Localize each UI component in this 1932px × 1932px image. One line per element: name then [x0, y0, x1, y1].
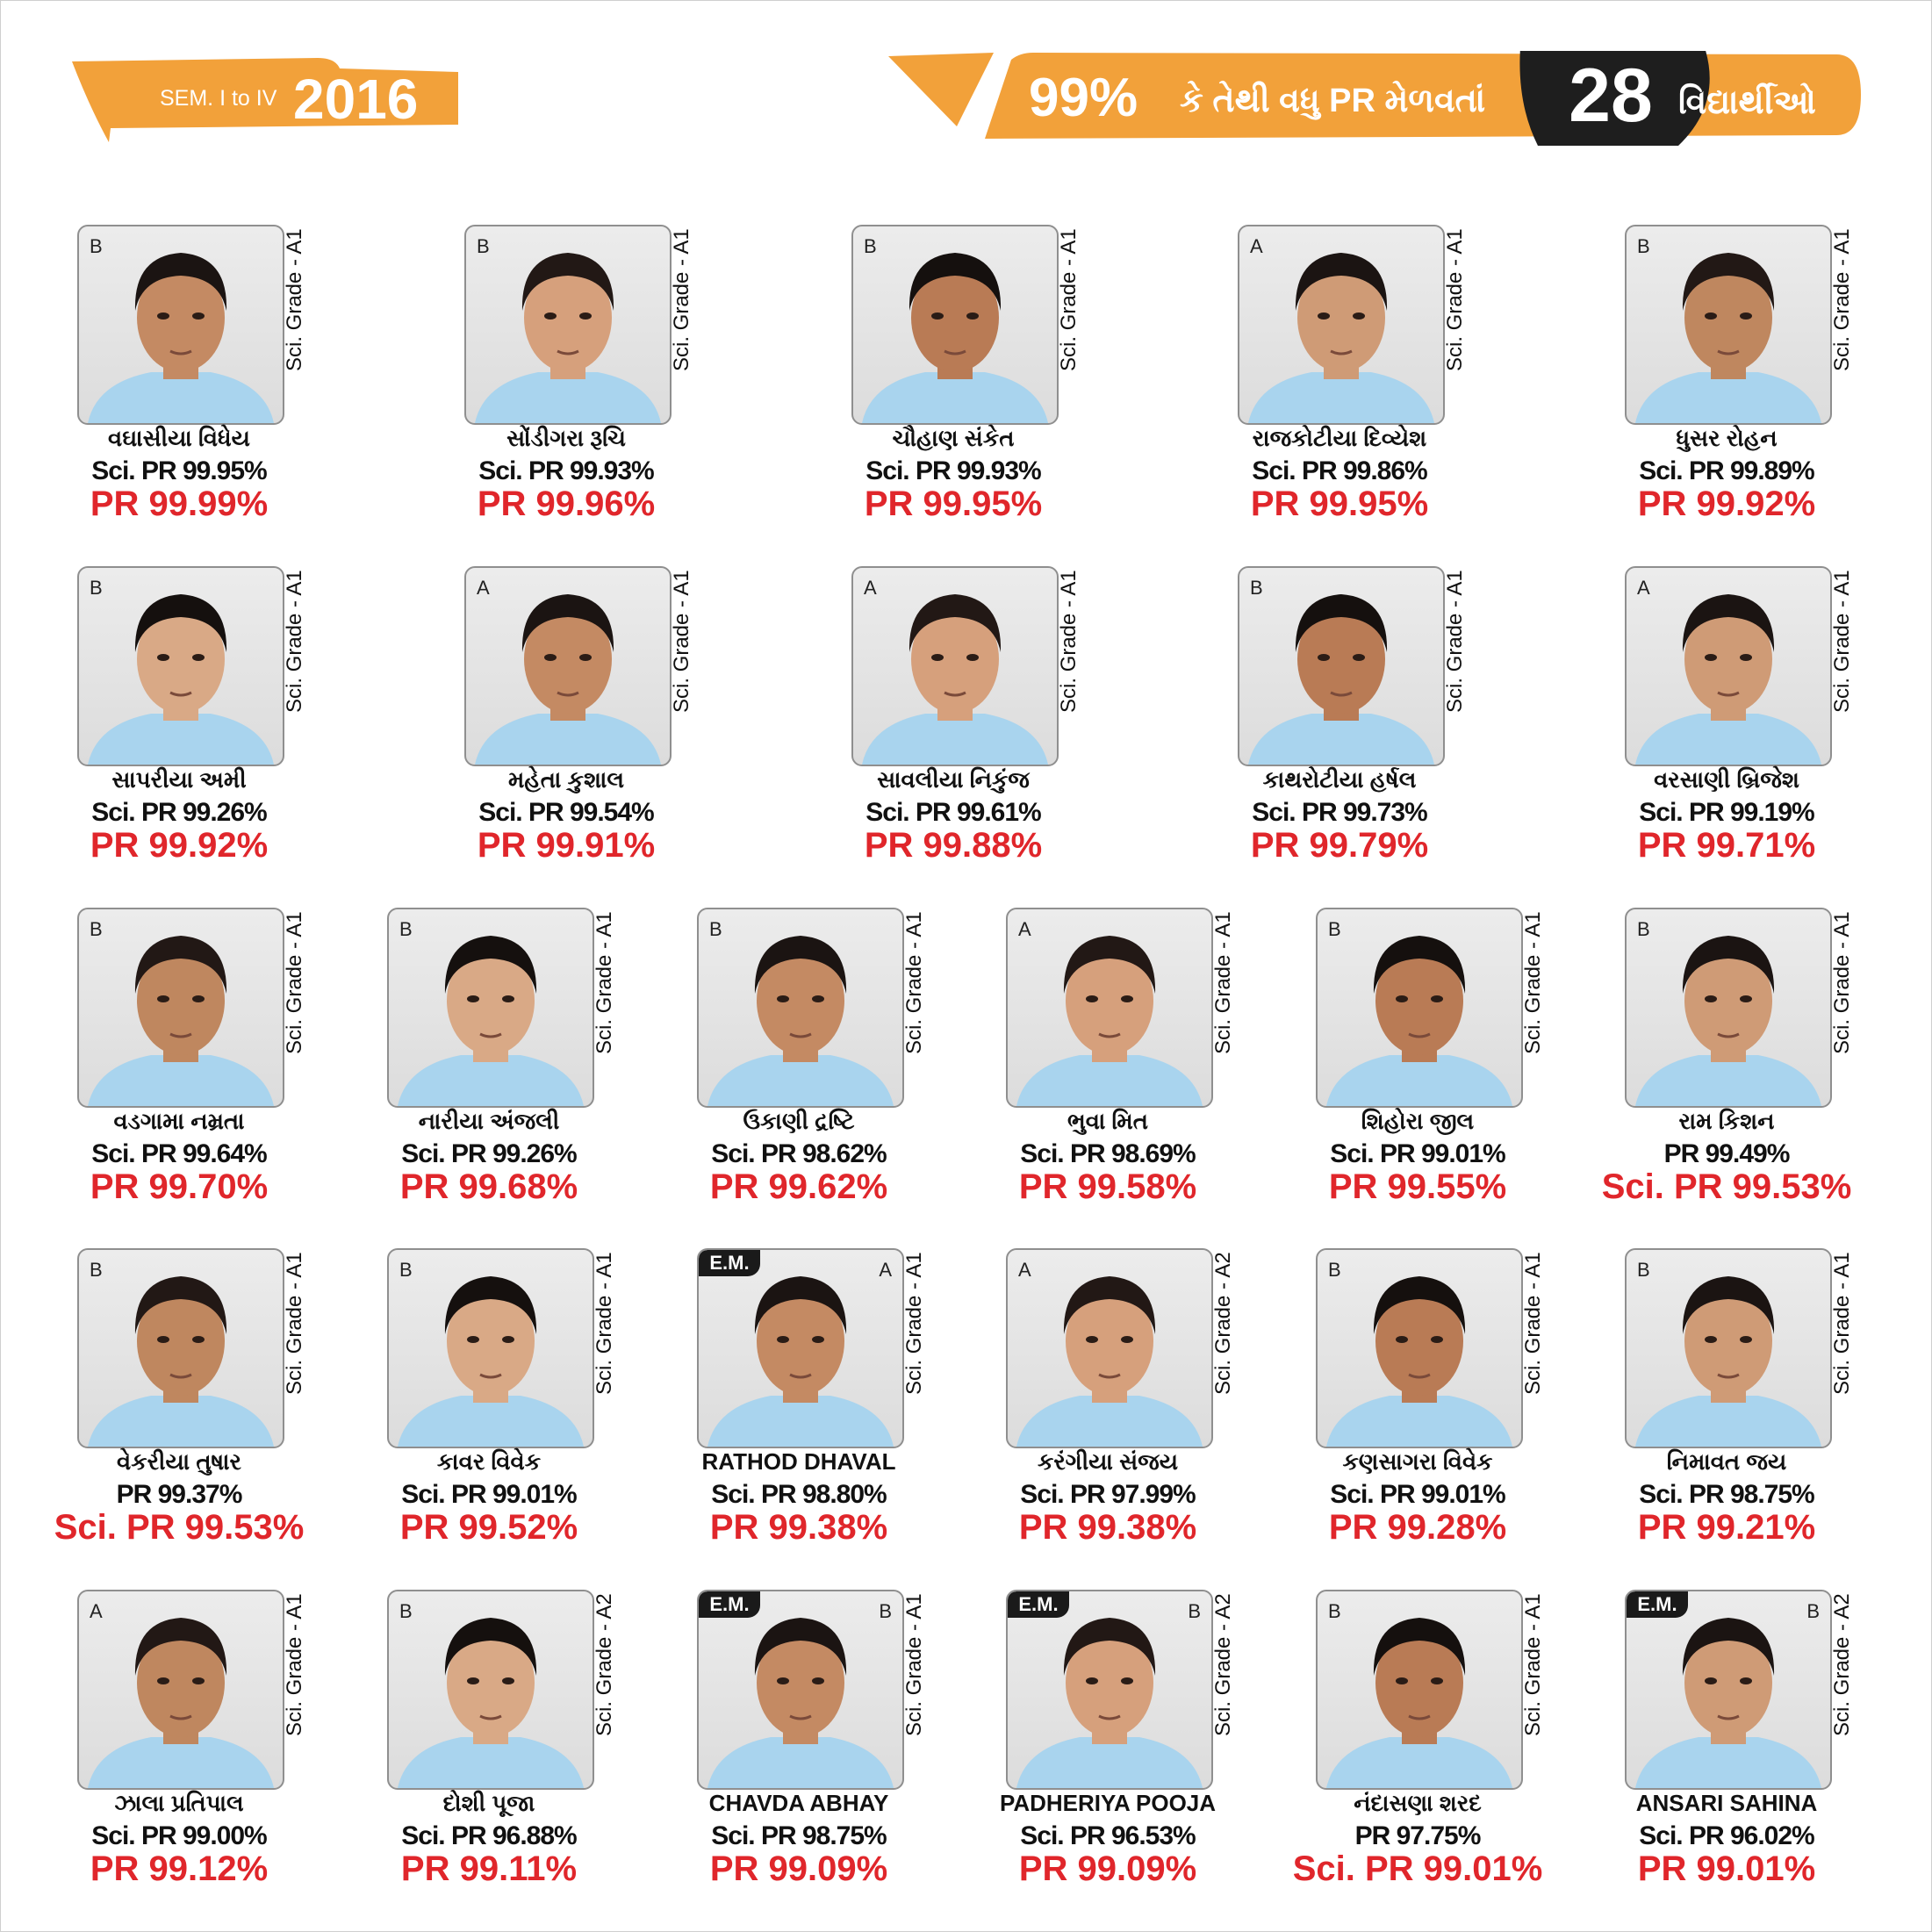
student-name: ANSARI SAHINA	[1635, 1790, 1818, 1816]
student-name: નારીયા અંજલી	[418, 1108, 560, 1134]
student-photo	[1625, 1590, 1832, 1790]
science-grade-label: Sci. Grade - A1	[902, 911, 926, 1054]
student-portrait	[79, 1250, 283, 1447]
overall-pr: Sci. PR 99.53%	[54, 1508, 305, 1547]
student-name: રામ કિશન	[1678, 1108, 1775, 1134]
science-pr: Sci. PR 98.75%	[711, 1821, 887, 1850]
student-photo	[77, 1248, 284, 1448]
student-portrait	[389, 909, 593, 1106]
overall-pr: PR 99.95%	[864, 485, 1043, 523]
student-photo	[1006, 1248, 1213, 1448]
overall-pr: PR 99.96%	[477, 485, 656, 523]
student-photo	[1238, 566, 1445, 766]
science-grade-label: Sci. Grade - A1	[1057, 228, 1081, 371]
student-card	[1621, 225, 1885, 541]
student-card	[693, 1590, 957, 1906]
student-name: કણસાગરા વિવેક	[1342, 1448, 1493, 1475]
science-grade-label: Sci. Grade - A2	[1830, 1593, 1854, 1736]
student-portrait	[79, 226, 283, 423]
section-letter: B	[1806, 1600, 1820, 1622]
student-photo	[1006, 908, 1213, 1108]
science-pr: Sci. PR 99.64%	[91, 1139, 267, 1168]
student-card	[1621, 566, 1885, 882]
student-card	[1292, 1590, 1576, 1906]
science-pr: Sci. PR 99.89%	[1639, 456, 1814, 485]
student-name: મહેતા કુશાલ	[507, 766, 625, 793]
student-card	[693, 1248, 957, 1564]
student-portrait	[1627, 226, 1830, 423]
student-card	[74, 225, 337, 541]
student-portrait	[699, 909, 902, 1106]
student-card	[1002, 908, 1266, 1224]
student-name: સાપરીયા અમી	[111, 766, 247, 793]
section-letter: A	[90, 1600, 103, 1622]
overall-pr: PR 99.52%	[399, 1508, 578, 1547]
science-pr: Sci. PR 99.95%	[91, 456, 267, 485]
student-photo	[77, 1590, 284, 1790]
student-portrait	[699, 1591, 902, 1788]
science-pr: Sci. PR 96.53%	[1020, 1821, 1196, 1850]
student-portrait	[1627, 1250, 1830, 1447]
science-pr: Sci. PR 96.88%	[401, 1821, 577, 1850]
student-name: વેકરીયા તુષાર	[117, 1448, 241, 1475]
student-name: નંદાસણા શરદ	[1354, 1790, 1482, 1816]
student-card	[384, 908, 647, 1224]
student-card	[461, 566, 724, 882]
student-portrait	[1627, 568, 1830, 765]
student-portrait	[79, 1591, 283, 1788]
student-card	[848, 225, 1111, 541]
science-grade-label: Sci. Grade - A1	[1830, 1252, 1854, 1395]
section-letter: A	[879, 1259, 892, 1281]
student-photo	[697, 908, 904, 1108]
student-portrait	[1008, 1591, 1211, 1788]
student-portrait	[1239, 568, 1443, 765]
student-photo	[1006, 1590, 1213, 1790]
student-name: સોંડીગરા રૂચિ	[506, 425, 626, 451]
overall-pr: PR 99.91%	[477, 826, 656, 865]
student-card	[461, 225, 724, 541]
science-grade-label: Sci. Grade - A1	[283, 1593, 306, 1736]
student-name: ઉકાણી દ્રષ્ટિ	[743, 1108, 855, 1134]
student-photo	[1238, 225, 1445, 425]
section-letter: B	[90, 918, 103, 940]
student-photo	[1316, 1248, 1523, 1448]
overall-pr: PR 99.99%	[90, 485, 269, 523]
student-portrait	[1008, 1250, 1211, 1447]
section-letter: B	[90, 1259, 103, 1281]
student-card	[1234, 566, 1497, 882]
banner-percent: 99%	[1029, 68, 1138, 128]
section-letter: B	[477, 235, 490, 257]
student-card	[999, 1590, 1266, 1906]
student-name: ધુસર રોહન	[1676, 425, 1778, 451]
section-letter: B	[1328, 1600, 1341, 1622]
section-letter: B	[90, 235, 103, 257]
student-photo	[851, 225, 1059, 425]
student-card	[1002, 1248, 1266, 1564]
student-portrait	[1239, 226, 1443, 423]
science-pr: Sci. PR 98.75%	[1639, 1480, 1814, 1509]
english-medium-badge: E.M.	[1627, 1591, 1688, 1618]
science-pr: Sci. PR 99.19%	[1639, 798, 1814, 827]
section-letter: B	[1250, 577, 1263, 599]
science-pr: Sci. PR 99.86%	[1252, 456, 1427, 485]
science-grade-label: Sci. Grade - A1	[283, 570, 306, 713]
student-card	[848, 566, 1111, 882]
science-grade-label: Sci. Grade - A1	[1830, 228, 1854, 371]
science-grade-label: Sci. Grade - A1	[283, 1252, 306, 1395]
student-portrait	[1318, 1591, 1521, 1788]
student-photo	[77, 908, 284, 1108]
science-grade-label: Sci. Grade - A1	[1521, 1252, 1545, 1395]
overall-pr: PR 99.92%	[90, 826, 269, 865]
overall-pr: PR 99.12%	[90, 1849, 269, 1888]
student-name: કાથરોટીયા હર્ષલ	[1262, 766, 1417, 793]
student-name: વઘાસીયા વિધેય	[108, 425, 250, 451]
english-medium-badge: E.M.	[699, 1591, 760, 1618]
science-grade-label: Sci. Grade - A1	[1443, 570, 1467, 713]
student-card	[1621, 1590, 1885, 1906]
student-photo	[1625, 225, 1832, 425]
overall-pr: PR 99.68%	[399, 1167, 578, 1206]
overall-pr: PR 99.88%	[864, 826, 1043, 865]
science-grade-label: Sci. Grade - A1	[1830, 911, 1854, 1054]
student-photo	[1316, 1590, 1523, 1790]
student-portrait	[466, 568, 670, 765]
overall-pr: Sci. PR 99.01%	[1292, 1849, 1543, 1888]
overall-pr: PR 99.38%	[709, 1508, 888, 1547]
semester-label: SEM. I to IV	[160, 86, 277, 111]
science-grade-label: Sci. Grade - A1	[593, 911, 616, 1054]
section-letter: B	[709, 918, 722, 940]
science-grade-label: Sci. Grade - A1	[1443, 228, 1467, 371]
section-letter: A	[477, 577, 490, 599]
section-letter: A	[1018, 918, 1031, 940]
student-photo	[697, 1248, 904, 1448]
student-card	[1312, 1248, 1576, 1564]
section-letter: B	[399, 1259, 413, 1281]
student-portrait	[1627, 1591, 1830, 1788]
student-photo	[851, 566, 1059, 766]
student-photo	[1625, 1248, 1832, 1448]
overall-pr: PR 99.55%	[1328, 1167, 1507, 1206]
student-card	[1234, 225, 1497, 541]
overall-pr: PR 99.38%	[1018, 1508, 1197, 1547]
overall-pr: PR 99.09%	[1018, 1849, 1197, 1888]
science-pr: Sci. PR 99.61%	[865, 798, 1041, 827]
student-name: વડગામા નમ્રતા	[113, 1108, 245, 1134]
student-name: RATHOD DHAVAL	[701, 1448, 896, 1475]
science-grade-label: Sci. Grade - A1	[1521, 911, 1545, 1054]
student-card	[384, 1248, 647, 1564]
science-pr: Sci. PR 99.54%	[478, 798, 654, 827]
student-name: નિમાવત જય	[1666, 1448, 1787, 1475]
science-grade-label: Sci. Grade - A1	[1521, 1593, 1545, 1736]
science-grade-label: Sci. Grade - A1	[283, 228, 306, 371]
student-portrait	[1318, 1250, 1521, 1447]
student-name: સાવલીયા નિકુંજ	[877, 766, 1030, 793]
science-pr: Sci. PR 99.01%	[1330, 1139, 1505, 1168]
section-letter: B	[864, 235, 877, 257]
student-portrait	[389, 1591, 593, 1788]
student-name: PADHERIYA POOJA	[999, 1790, 1217, 1816]
science-grade-label: Sci. Grade - A1	[593, 1252, 616, 1395]
student-photo	[1625, 566, 1832, 766]
student-portrait	[1008, 909, 1211, 1106]
student-card	[1601, 908, 1885, 1224]
section-letter: A	[864, 577, 877, 599]
overall-pr: PR 99.01%	[1637, 1849, 1816, 1888]
student-photo	[464, 566, 672, 766]
banner-text-main: કે તેથી વધુ PR મેળવતાં	[1180, 83, 1486, 119]
science-grade-label: Sci. Grade - A1	[1830, 570, 1854, 713]
overall-pr: PR 99.09%	[709, 1849, 888, 1888]
student-photo	[1625, 908, 1832, 1108]
student-name: કરંગીયા સંજય	[1037, 1448, 1179, 1475]
student-photo	[77, 566, 284, 766]
science-pr: Sci. PR 99.26%	[401, 1139, 577, 1168]
overall-pr: PR 99.92%	[1637, 485, 1816, 523]
student-portrait	[699, 1250, 902, 1447]
student-portrait	[79, 568, 283, 765]
semester-badge	[72, 54, 458, 142]
science-grade-label: Sci. Grade - A1	[670, 570, 693, 713]
student-name: ભુવા મિત	[1067, 1108, 1149, 1134]
overall-pr: PR 99.62%	[709, 1167, 888, 1206]
science-pr: Sci. PR 97.99%	[1020, 1480, 1196, 1509]
student-portrait	[79, 909, 283, 1106]
overall-pr: PR 99.95%	[1250, 485, 1429, 523]
banner-text-students: વિદ્યાર્થીઓ	[1678, 84, 1816, 121]
student-photo	[387, 1248, 594, 1448]
section-letter: B	[1188, 1600, 1201, 1622]
student-card	[74, 908, 337, 1224]
section-letter: B	[399, 1600, 413, 1622]
section-letter: B	[399, 918, 413, 940]
section-letter: B	[1328, 1259, 1341, 1281]
overall-pr: PR 99.79%	[1250, 826, 1429, 865]
student-card	[74, 1590, 337, 1906]
science-pr: Sci. PR 99.01%	[1330, 1480, 1505, 1509]
science-pr: PR 97.75%	[1354, 1821, 1481, 1850]
science-pr: Sci. PR 99.73%	[1252, 798, 1427, 827]
science-grade-label: Sci. Grade - A1	[902, 1593, 926, 1736]
section-letter: A	[1637, 577, 1650, 599]
semester-year: 2016	[293, 68, 419, 131]
science-pr: Sci. PR 96.02%	[1639, 1821, 1814, 1850]
top-banner	[888, 51, 1863, 147]
student-card	[54, 1248, 337, 1564]
science-pr: Sci. PR 99.93%	[478, 456, 654, 485]
section-letter: B	[879, 1600, 892, 1622]
student-name: કાવર વિવેક	[436, 1448, 542, 1475]
banner-student-count: 28	[1569, 54, 1653, 138]
science-grade-label: Sci. Grade - A1	[902, 1252, 926, 1395]
overall-pr: PR 99.70%	[90, 1167, 269, 1206]
section-letter: B	[1328, 918, 1341, 940]
student-portrait	[389, 1250, 593, 1447]
science-pr: Sci. PR 98.62%	[711, 1139, 887, 1168]
science-grade-label: Sci. Grade - A2	[1211, 1593, 1235, 1736]
section-letter: B	[1637, 1259, 1650, 1281]
overall-pr: PR 99.11%	[400, 1849, 578, 1888]
student-name: દોશી પૂજા	[442, 1790, 535, 1816]
student-photo	[697, 1590, 904, 1790]
student-photo	[387, 1590, 594, 1790]
science-pr: Sci. PR 99.93%	[865, 456, 1041, 485]
science-grade-label: Sci. Grade - A2	[593, 1593, 616, 1736]
student-name: ઝાલા પ્રતિપાલ	[114, 1790, 244, 1816]
english-medium-badge: E.M.	[699, 1250, 760, 1276]
science-grade-label: Sci. Grade - A1	[1057, 570, 1081, 713]
overall-pr: PR 99.58%	[1018, 1167, 1197, 1206]
student-name: શિહોરા જીલ	[1361, 1108, 1475, 1134]
science-pr: Sci. PR 99.00%	[91, 1821, 267, 1850]
student-card	[1621, 1248, 1885, 1564]
student-photo	[77, 225, 284, 425]
section-letter: B	[1637, 235, 1650, 257]
overall-pr: PR 99.28%	[1328, 1508, 1507, 1547]
student-portrait	[853, 226, 1057, 423]
student-portrait	[853, 568, 1057, 765]
student-name: CHAVDA ABHAY	[708, 1790, 889, 1816]
student-photo	[464, 225, 672, 425]
overall-pr: PR 99.71%	[1637, 826, 1816, 865]
overall-pr: Sci. PR 99.53%	[1601, 1167, 1852, 1206]
student-card	[693, 908, 957, 1224]
student-name: વરસાણી બ્રિજેશ	[1654, 766, 1799, 793]
student-name: રાજકોટીયા દિવ્યેશ	[1252, 425, 1427, 451]
section-letter: A	[1018, 1259, 1031, 1281]
science-grade-label: Sci. Grade - A2	[1211, 1252, 1235, 1395]
science-pr: Sci. PR 99.01%	[401, 1480, 577, 1509]
student-card	[74, 566, 337, 882]
science-grade-label: Sci. Grade - A1	[670, 228, 693, 371]
student-name: ચૌહાણ સંકેત	[892, 425, 1015, 451]
student-portrait	[1318, 909, 1521, 1106]
english-medium-badge: E.M.	[1008, 1591, 1069, 1618]
student-photo	[1316, 908, 1523, 1108]
science-pr: Sci. PR 98.69%	[1020, 1139, 1196, 1168]
section-letter: B	[1637, 918, 1650, 940]
section-letter: B	[90, 577, 103, 599]
science-grade-label: Sci. Grade - A1	[283, 911, 306, 1054]
science-pr: Sci. PR 98.80%	[711, 1480, 887, 1509]
student-card	[384, 1590, 647, 1906]
student-photo	[387, 908, 594, 1108]
student-portrait	[1627, 909, 1830, 1106]
section-letter: A	[1250, 235, 1263, 257]
science-grade-label: Sci. Grade - A1	[1211, 911, 1235, 1054]
student-card	[1312, 908, 1576, 1224]
student-portrait	[466, 226, 670, 423]
overall-pr: PR 99.21%	[1637, 1508, 1816, 1547]
science-pr: PR 99.49%	[1663, 1139, 1790, 1168]
science-pr: Sci. PR 99.26%	[91, 798, 267, 827]
science-pr: PR 99.37%	[116, 1480, 242, 1509]
